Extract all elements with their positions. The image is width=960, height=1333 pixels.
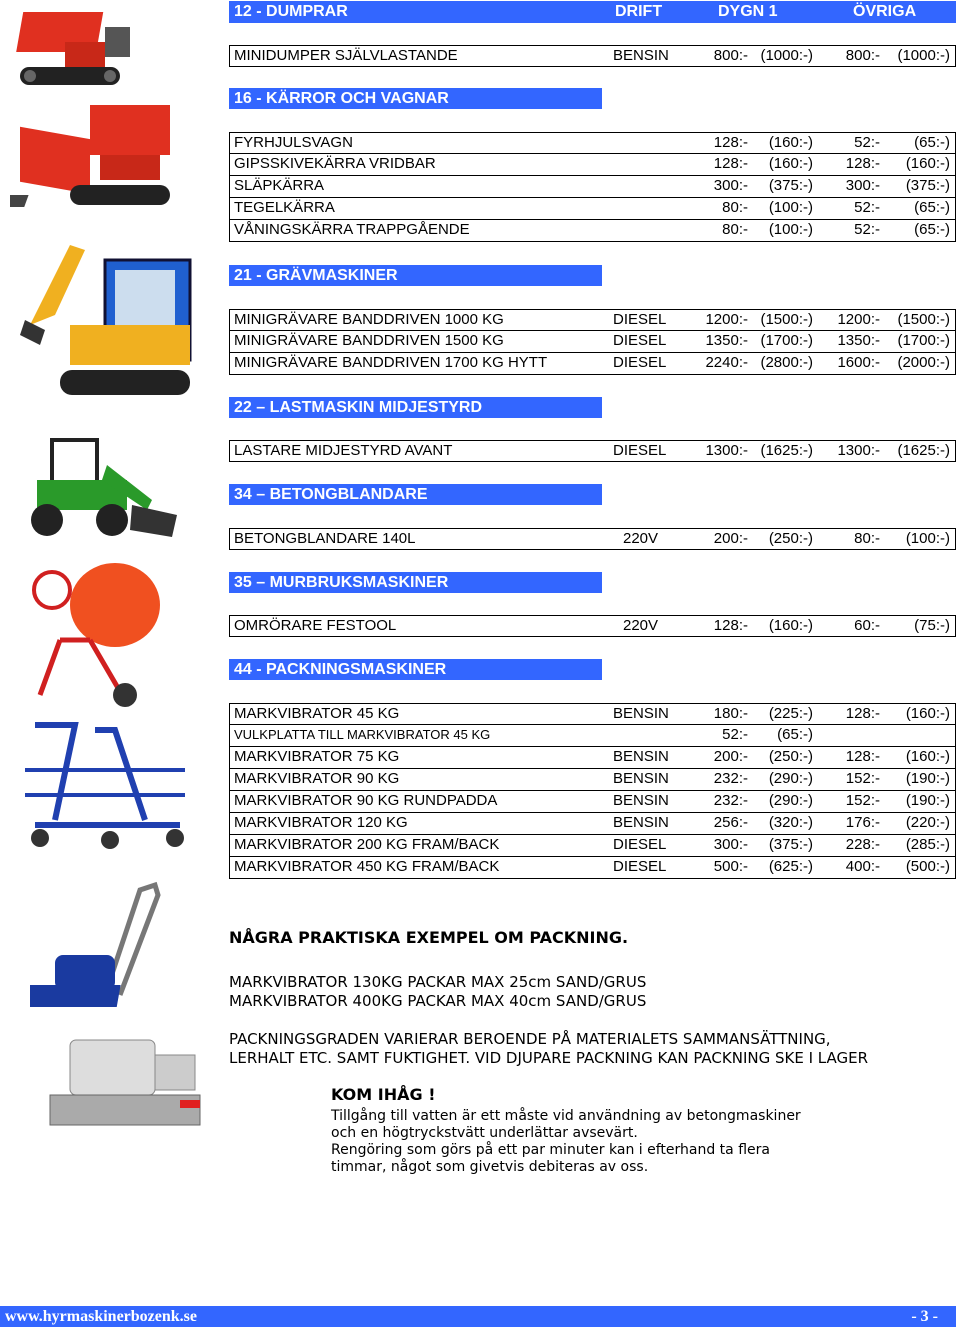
footer-website[interactable]: www.hyrmaskinerbozenk.se (5, 1308, 198, 1325)
row-price-dygn-inkl: (375:-) (768, 836, 813, 853)
row-name: GIPSSKIVEKÄRRA VRIDBAR (234, 155, 436, 172)
row-price-ovriga: 1300:- (837, 442, 880, 459)
row-price-ovriga: 1200:- (837, 311, 880, 328)
row-price-dygn-inkl: (290:-) (768, 770, 813, 787)
row-price-ovriga-inkl: (375:-) (905, 177, 950, 194)
row-name: MARKVIBRATOR 450 KG FRAM/BACK (234, 858, 500, 875)
row-price-dygn-inkl: (225:-) (768, 705, 813, 722)
row-price-ovriga-inkl: (190:-) (905, 792, 950, 809)
row-price-ovriga: 60:- (854, 617, 880, 634)
remember-line-1: Tillgång till vatten är ett måste vid användning av betongmaskiner (331, 1108, 801, 1124)
row-price-dygn-inkl: (160:-) (768, 155, 813, 172)
row-price-dygn-inkl: (100:-) (768, 221, 813, 238)
table-row (229, 331, 956, 353)
row-drift: DIESEL (613, 354, 667, 371)
table-row (229, 791, 956, 813)
row-price-dygn: 180:- (713, 705, 748, 722)
table-row (229, 440, 956, 462)
row-price-dygn: 1300:- (705, 442, 748, 459)
row-name: MINIGRÄVARE BANDDRIVEN 1700 KG HYTT (234, 354, 548, 371)
table-header-section: 12 - DUMPRAR (229, 1, 607, 23)
row-price-ovriga: 152:- (845, 770, 880, 787)
footer-page-number: - 3 - (911, 1308, 938, 1325)
table-row (229, 45, 956, 67)
row-price-dygn: 128:- (713, 134, 748, 151)
row-price-ovriga-inkl: (100:-) (905, 530, 950, 547)
row-drift: DIESEL (613, 332, 667, 349)
row-name: VÅNINGSKÄRRA TRAPPGÅENDE (234, 221, 470, 238)
table-row (229, 353, 956, 375)
row-drift: BENSIN (613, 748, 669, 765)
row-price-dygn: 300:- (713, 177, 748, 194)
row-name: MARKVIBRATOR 45 KG (234, 705, 400, 722)
row-name: MARKVIBRATOR 75 KG (234, 748, 400, 765)
row-price-dygn: 300:- (713, 836, 748, 853)
row-name: MINIDUMPER SJÄLVLASTANDE (234, 47, 458, 64)
remember-line-3: Rengöring som görs på ett par minuter kan i efterhand ta flera (331, 1142, 770, 1158)
row-price-ovriga-inkl: (1500:-) (897, 311, 950, 328)
row-drift: BENSIN (613, 792, 669, 809)
row-price-ovriga-inkl: (65:-) (914, 221, 950, 238)
row-price-ovriga-inkl: (65:-) (914, 199, 950, 216)
row-price-dygn: 80:- (722, 221, 748, 238)
row-price-dygn: 2240:- (705, 354, 748, 371)
row-price-ovriga-inkl: (190:-) (905, 770, 950, 787)
table-row (229, 857, 956, 879)
row-price-dygn: 128:- (713, 155, 748, 172)
row-price-ovriga: 1600:- (837, 354, 880, 371)
table-row (229, 615, 956, 637)
table-row (229, 703, 956, 725)
row-drift: DIESEL (613, 858, 667, 875)
row-price-dygn-inkl: (1700:-) (760, 332, 813, 349)
row-price-ovriga: 300:- (845, 177, 880, 194)
row-price-dygn-inkl: (625:-) (768, 858, 813, 875)
table-row (229, 198, 956, 220)
row-price-dygn: 256:- (713, 814, 748, 831)
row-name: VULKPLATTA TILL MARKVIBRATOR 45 KG (234, 727, 491, 742)
row-price-dygn-inkl: (375:-) (768, 177, 813, 194)
row-name: MINIGRÄVARE BANDDRIVEN 1500 KG (234, 332, 504, 349)
row-drift: BENSIN (613, 770, 669, 787)
row-price-dygn-inkl: (1000:-) (760, 47, 813, 64)
row-name: OMRÖRARE FESTOOL (234, 617, 397, 634)
row-price-dygn-inkl: (160:-) (768, 617, 813, 634)
row-price-ovriga: 52:- (854, 134, 880, 151)
row-price-ovriga-inkl: (75:-) (914, 617, 950, 634)
table-row (229, 813, 956, 835)
row-price-dygn: 1200:- (705, 311, 748, 328)
table-header-drift: DRIFT (607, 1, 675, 23)
table-row (229, 220, 956, 242)
table-header-dygn: DYGN 1 (675, 1, 815, 23)
row-name: MARKVIBRATOR 90 KG RUNDPADDA (234, 792, 498, 809)
row-price-dygn: 128:- (713, 617, 748, 634)
row-price-ovriga-inkl: (2000:-) (897, 354, 950, 371)
row-price-ovriga: 152:- (845, 792, 880, 809)
row-price-dygn-inkl: (100:-) (768, 199, 813, 216)
remember-line-4: timmar, något som givetvis debiteras av oss. (331, 1159, 649, 1175)
row-price-ovriga: 128:- (845, 748, 880, 765)
footer-bar (0, 1306, 956, 1327)
row-price-dygn: 52:- (722, 726, 748, 743)
row-price-ovriga-inkl: (1625:-) (897, 442, 950, 459)
minidumper-image (5, 2, 145, 97)
row-price-ovriga-inkl: (1000:-) (897, 47, 950, 64)
row-price-dygn-inkl: (160:-) (768, 134, 813, 151)
row-name: TEGELKÄRRA (234, 199, 335, 216)
row-price-ovriga-inkl: (160:-) (905, 705, 950, 722)
row-price-ovriga: 52:- (854, 199, 880, 216)
section-title-packningsmaskiner: 44 - PACKNINGSMASKINER (229, 659, 602, 680)
row-price-dygn: 200:- (713, 530, 748, 547)
notes-line-2: MARKVIBRATOR 400KG PACKAR MAX 40cm SAND/GRUS (229, 992, 647, 1010)
row-drift: BENSIN (613, 705, 669, 722)
markvibrator-image (30, 875, 165, 1015)
row-price-dygn-inkl: (65:-) (777, 726, 813, 743)
row-price-dygn-inkl: (250:-) (768, 748, 813, 765)
section-title-karror: 16 - KÄRROR OCH VAGNAR (229, 88, 602, 109)
row-drift: BENSIN (613, 47, 669, 64)
markvibrator-large-image (40, 1030, 205, 1145)
row-name: MARKVIBRATOR 90 KG (234, 770, 400, 787)
row-price-dygn: 200:- (713, 748, 748, 765)
row-price-dygn-inkl: (1625:-) (760, 442, 813, 459)
table-row (229, 132, 956, 154)
row-price-ovriga-inkl: (500:-) (905, 858, 950, 875)
row-price-dygn-inkl: (290:-) (768, 792, 813, 809)
gipsvagn-image (15, 710, 190, 850)
section-title-lastmaskin: 22 – LASTMASKIN MIDJESTYRD (229, 397, 602, 418)
row-drift: DIESEL (613, 311, 667, 328)
row-price-ovriga: 128:- (845, 705, 880, 722)
remember-title: KOM IHÅG ! (331, 1085, 436, 1104)
row-price-ovriga: 176:- (845, 814, 880, 831)
row-price-dygn: 800:- (713, 47, 748, 64)
row-name: LASTARE MIDJESTYRD AVANT (234, 442, 453, 459)
notes-heading: NÅGRA PRAKTISKA EXEMPEL OM PACKNING. (229, 928, 629, 947)
notes-line-4: LERHALT ETC. SAMT FUKTIGHET. VID DJUPARE PACKNING KAN PACKNING SKE I LAGER (229, 1049, 869, 1067)
betongblandare-image (30, 550, 165, 710)
section-title-gravmaskiner: 21 - GRÄVMASKINER (229, 265, 602, 286)
row-name: MINIGRÄVARE BANDDRIVEN 1000 KG (234, 311, 504, 328)
row-price-dygn: 232:- (713, 792, 748, 809)
row-price-ovriga: 400:- (845, 858, 880, 875)
row-drift: DIESEL (613, 442, 667, 459)
row-name: FYRHJULSVAGN (234, 134, 353, 151)
row-drift: DIESEL (613, 836, 667, 853)
row-name: MARKVIBRATOR 200 KG FRAM/BACK (234, 836, 500, 853)
row-price-dygn-inkl: (2800:-) (760, 354, 813, 371)
table-row (229, 725, 956, 747)
row-name: BETONGBLANDARE 140L (234, 530, 416, 547)
table-row (229, 309, 956, 331)
table-header-ovriga: ÖVRIGA (815, 1, 956, 23)
row-price-ovriga: 228:- (845, 836, 880, 853)
remember-line-2: och en högtryckstvätt underlättar avsevärt. (331, 1125, 638, 1141)
row-price-ovriga: 52:- (854, 221, 880, 238)
lastmaskin-image (12, 425, 182, 545)
row-price-dygn-inkl: (250:-) (768, 530, 813, 547)
row-price-ovriga: 1350:- (837, 332, 880, 349)
row-price-dygn-inkl: (320:-) (768, 814, 813, 831)
notes-line-1: MARKVIBRATOR 130KG PACKAR MAX 25cm SAND/GRUS (229, 973, 647, 991)
minigravare-image (10, 235, 195, 405)
table-row (229, 835, 956, 857)
row-price-dygn: 500:- (713, 858, 748, 875)
row-name: SLÄPKÄRRA (234, 177, 325, 194)
section-title-murbruksmaskiner: 35 – MURBRUKSMASKINER (229, 572, 602, 593)
table-row (229, 747, 956, 769)
row-price-ovriga-inkl: (65:-) (914, 134, 950, 151)
row-price-dygn: 80:- (722, 199, 748, 216)
row-drift: 220V (623, 617, 659, 634)
row-drift: BENSIN (613, 814, 669, 831)
row-price-ovriga-inkl: (1700:-) (897, 332, 950, 349)
notes-line-3: PACKNINGSGRADEN VARIERAR BEROENDE PÅ MATERIALETS SAMMANSÄTTNING, (229, 1030, 831, 1048)
row-price-ovriga: 800:- (845, 47, 880, 64)
table-row (229, 769, 956, 791)
row-price-dygn: 1350:- (705, 332, 748, 349)
row-drift: 220V (623, 530, 659, 547)
row-price-ovriga-inkl: (220:-) (905, 814, 950, 831)
table-row (229, 154, 956, 176)
minidumper-image-2 (10, 95, 190, 225)
row-price-ovriga: 80:- (854, 530, 880, 547)
row-price-ovriga-inkl: (160:-) (905, 155, 950, 172)
section-title-betongblandare: 34 – BETONGBLANDARE (229, 484, 602, 505)
row-price-dygn: 232:- (713, 770, 748, 787)
row-name: MARKVIBRATOR 120 KG (234, 814, 408, 831)
table-row (229, 528, 956, 550)
row-price-ovriga-inkl: (285:-) (905, 836, 950, 853)
row-price-dygn-inkl: (1500:-) (760, 311, 813, 328)
table-row (229, 176, 956, 198)
row-price-ovriga-inkl: (160:-) (905, 748, 950, 765)
row-price-ovriga: 128:- (845, 155, 880, 172)
